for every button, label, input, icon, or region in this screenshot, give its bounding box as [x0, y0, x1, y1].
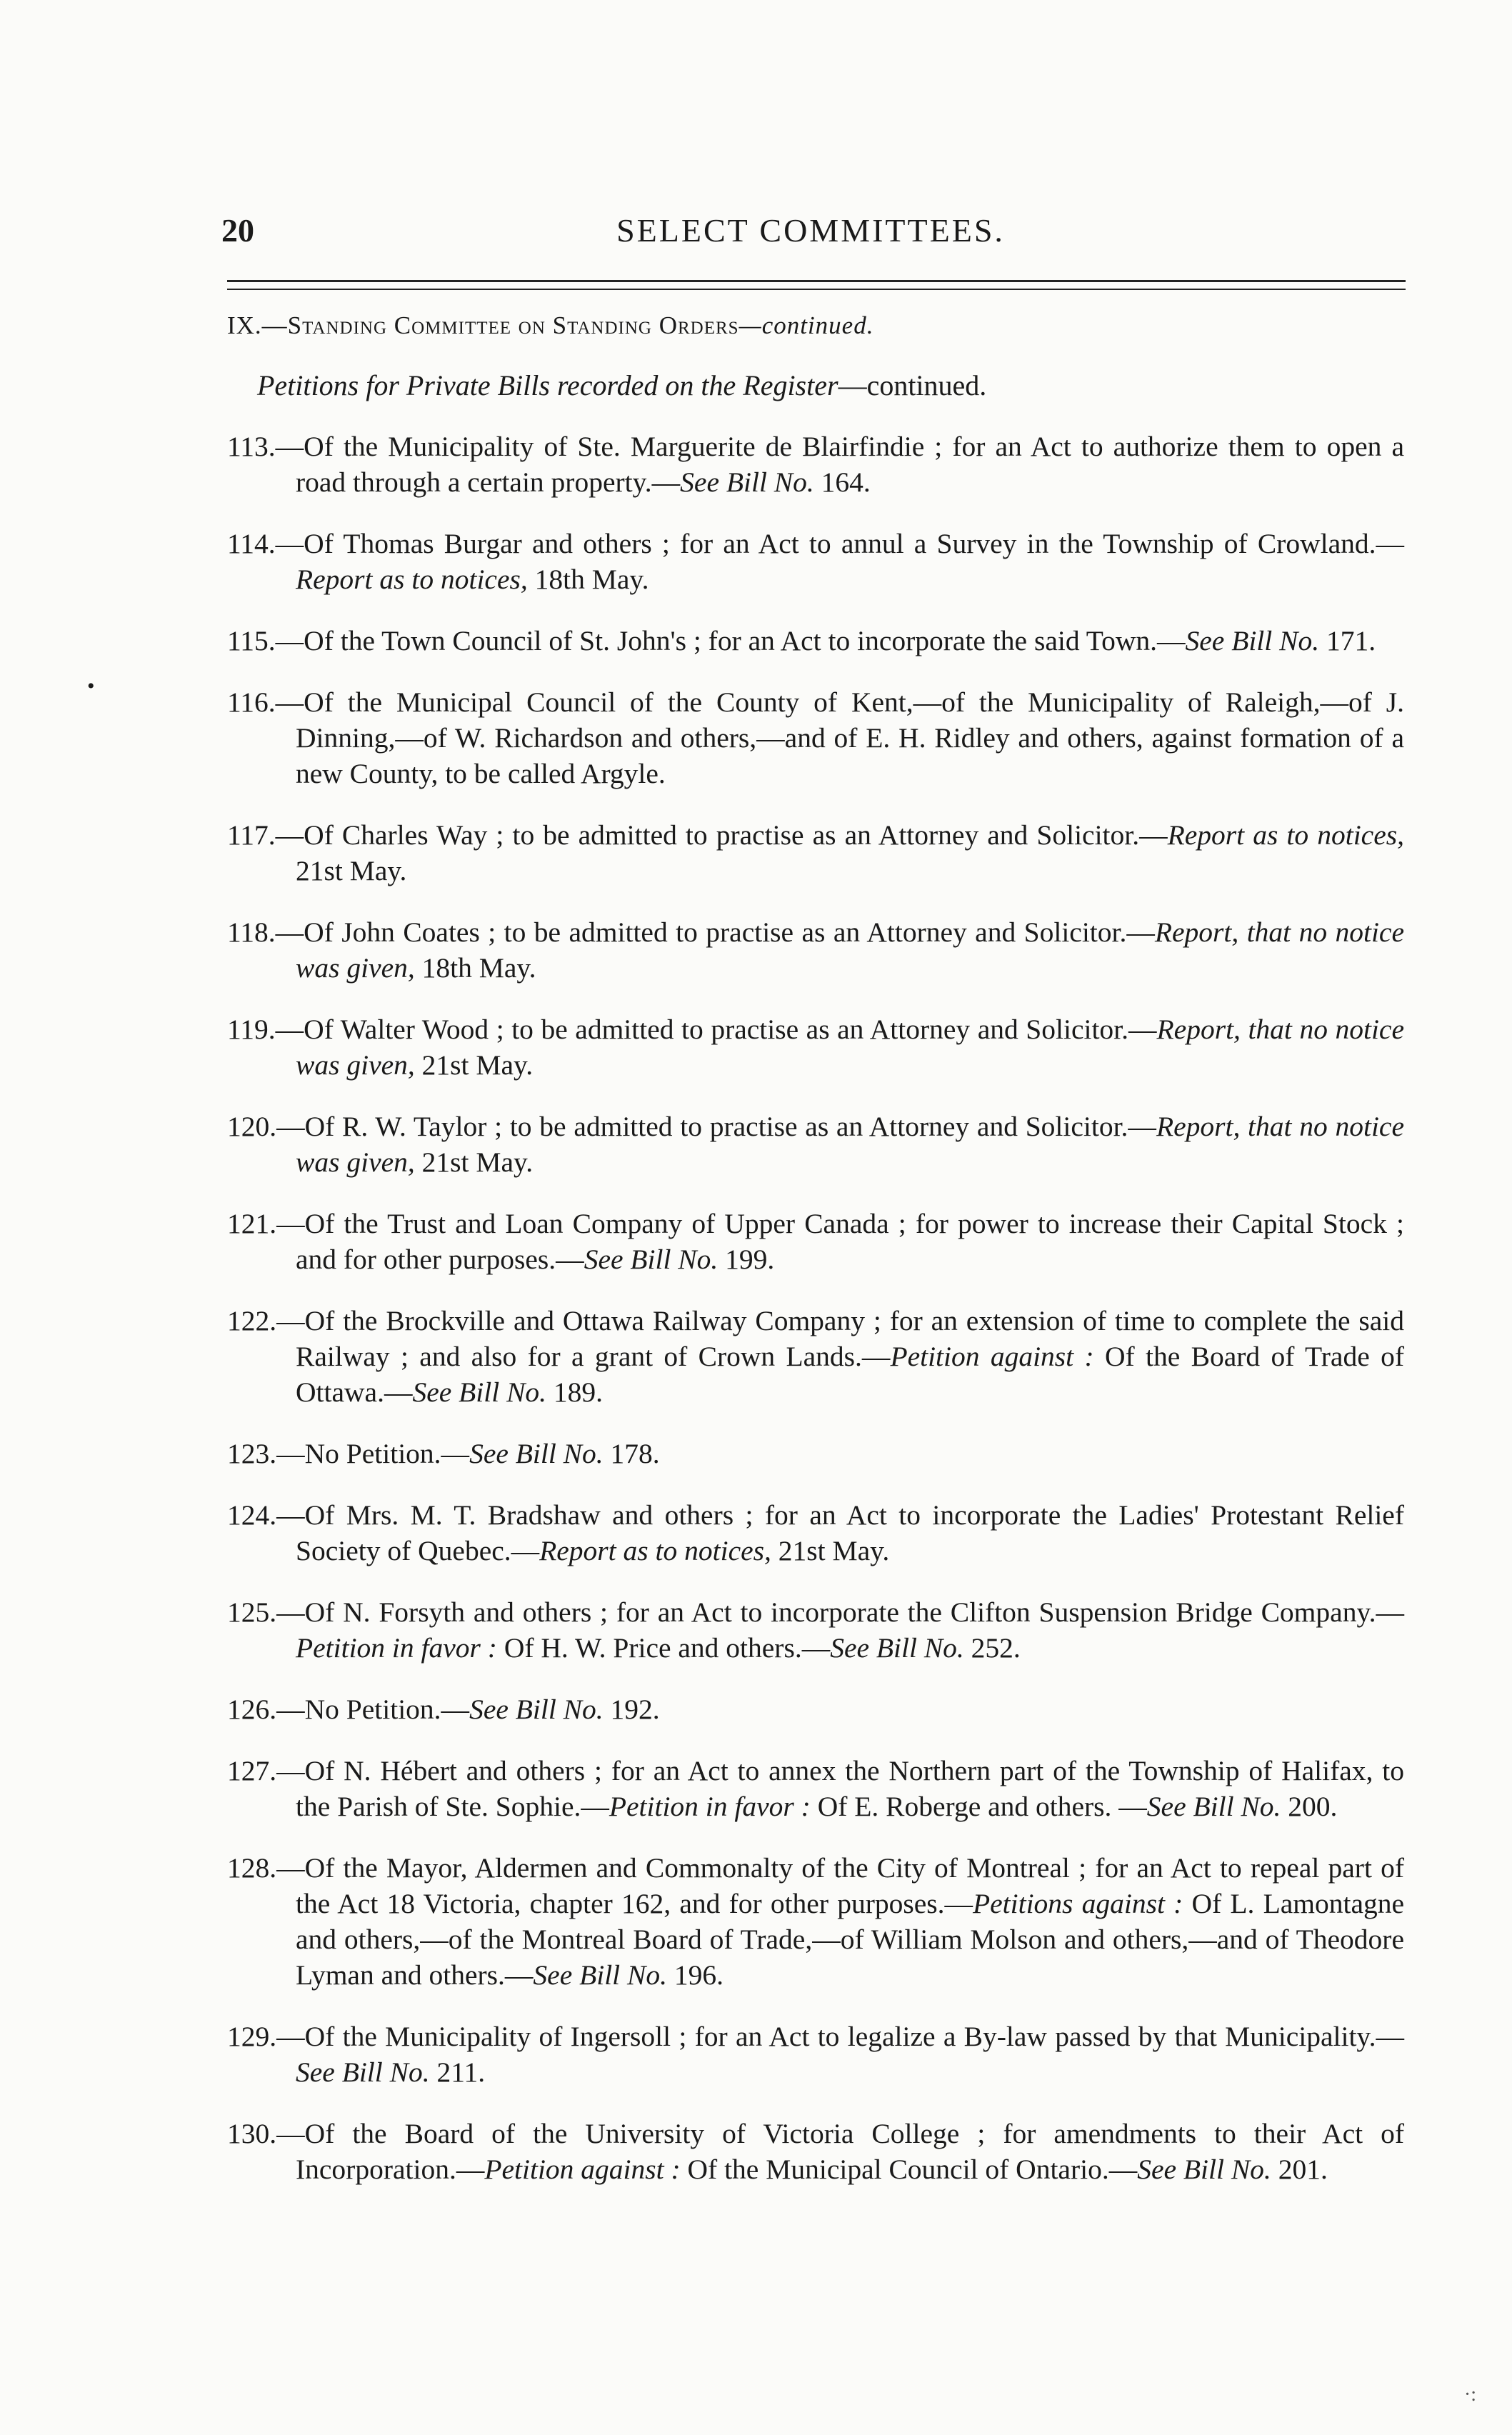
petition-entry: [227, 1206, 1404, 1277]
entry-text: —Of N. Forsyth and others ; for an Act to incorporate the Clifton Suspension Bridge Company.—: [276, 1596, 1404, 1628]
entry-italic: Report, that no notice was given,: [296, 1014, 1404, 1081]
entry-italic: See Bill No.: [680, 466, 814, 498]
entry-number: 113.: [227, 431, 276, 462]
entry-italic: See Bill No.: [296, 2056, 430, 2088]
entry-text: —Of the Town Council of St. John's ; for an Act to incorporate the said Town.—: [275, 625, 1186, 656]
petition-entry: [227, 817, 1404, 889]
entry-number: 116.: [227, 686, 276, 718]
entry-italic: Report, that no notice was given,: [296, 916, 1404, 984]
petition-list: [227, 429, 1404, 2213]
entry-tail: 199.: [718, 1244, 775, 1275]
entry-number: 119.: [227, 1014, 276, 1045]
entry-tail: 21st May.: [414, 1049, 534, 1081]
entry-text: —Of the Municipality of Ingersoll ; for an Act to legalize a By-law passed by that Municipality.—: [276, 2021, 1404, 2052]
entry-text: —Of Walter Wood ; to be admitted to practise as an Attorney and Solicitor.—: [275, 1014, 1157, 1045]
subheading: [257, 369, 986, 402]
entry-italic-2: See Bill No.: [1146, 1791, 1281, 1822]
entry-tail-2: 200.: [1281, 1791, 1338, 1822]
entry-number: 125.: [227, 1596, 277, 1628]
header-rule-bottom: [227, 289, 1406, 290]
entry-tail: 192.: [603, 1694, 660, 1725]
entry-text: —Of John Coates ; to be admitted to practise as an Attorney and Solicitor.—: [275, 916, 1155, 948]
entry-tail: 18th May.: [527, 564, 649, 595]
entry-italic: Report, that no notice was given,: [296, 1111, 1404, 1178]
petition-entry: [227, 1497, 1404, 1569]
petition-entry: [227, 1753, 1404, 1824]
petition-entry: [227, 623, 1404, 659]
entry-number: 124.: [227, 1499, 277, 1531]
petition-entry: [227, 684, 1404, 791]
entry-tail: 171.: [1319, 625, 1376, 656]
margin-bullet: •: [87, 674, 95, 698]
header-rule-top: [227, 280, 1406, 282]
section-heading-text: IX.—Standing Committee on Standing Orders: [227, 311, 739, 339]
entry-tail: 21st May.: [771, 1535, 890, 1566]
petition-entry: [227, 1691, 1404, 1727]
entry-tail: 178.: [603, 1438, 660, 1469]
entry-number: 121.: [227, 1208, 277, 1239]
entry-italic: See Bill No.: [584, 1244, 719, 1275]
entry-italic: Report as to notices,: [1167, 819, 1404, 851]
entry-text: —Of the Mayor, Aldermen and Commonalty of the City of Montreal ; for an Act to repeal part of the Act 18 Victoria, chapter 162, and for other purposes.—: [276, 1852, 1404, 1919]
entry-tail-2: 201.: [1271, 2154, 1328, 2185]
subheading-continued: —continued.: [838, 369, 987, 401]
entry-text: —Of the Municipal Council of the County of Kent,—of the Municipality of Raleigh,—of J. Dinning,—of W. Richardson and others,—and of E. H. Ridley and others, against formation of a new County, to be called Argyle.: [275, 686, 1404, 789]
entry-number: 122.: [227, 1305, 277, 1336]
entry-tail-2: 189.: [546, 1376, 604, 1408]
entry-number: 118.: [227, 916, 276, 948]
entry-italic-2: See Bill No.: [533, 1959, 667, 1991]
entry-text: —Of the Municipality of Ste. Marguerite de Blairfindie ; for an Act to authorize them to open a road through a certain property.—: [275, 431, 1404, 498]
entry-tail: Of E. Roberge and others. —: [810, 1791, 1147, 1822]
entry-text: —Of the Brockville and Ottawa Railway Company ; for an extension of time to complete the said Railway ; and also for a grant of Crown Lands.—: [276, 1305, 1404, 1372]
entry-text: —Of the Board of the University of Victoria College ; for amendments to their Act of Incorporation.—: [276, 2118, 1404, 2185]
petition-entry: [227, 1594, 1404, 1666]
entry-text: —Of R. W. Taylor ; to be admitted to practise as an Attorney and Solicitor.—: [276, 1111, 1156, 1142]
entry-text: —No Petition.—: [276, 1438, 470, 1469]
subheading-italic: Petitions for Private Bills recorded on the Register: [257, 369, 838, 401]
section-heading: [227, 311, 873, 340]
entry-tail: 211.: [429, 2056, 486, 2088]
entry-tail: 21st May.: [296, 855, 407, 886]
entry-tail: 164.: [813, 466, 871, 498]
page-header: [221, 211, 1400, 261]
petition-entry: [227, 1011, 1404, 1083]
entry-text: —Of the Trust and Loan Company of Upper Canada ; for power to increase their Capital Stock ; and for other purposes.—: [276, 1208, 1404, 1275]
entry-number: 114.: [227, 528, 276, 559]
entry-tail: 18th May.: [414, 952, 536, 984]
entry-number: 128.: [227, 1852, 277, 1884]
entry-number: 130.: [227, 2118, 277, 2149]
running-head: SELECT COMMITTEES.: [616, 212, 1005, 249]
entry-text: —Of Mrs. M. T. Bradshaw and others ; for an Act to incorporate the Ladies' Protestant Relief Society of Quebec.—: [276, 1499, 1404, 1566]
entry-italic: Petition in favor :: [296, 1632, 497, 1664]
entry-text: —Of Thomas Burgar and others ; for an Act to annul a Survey in the Township of Crowland.—: [275, 528, 1404, 559]
entry-italic: Report as to notices,: [296, 564, 528, 595]
entry-italic: See Bill No.: [469, 1438, 604, 1469]
entry-italic-2: See Bill No.: [830, 1632, 964, 1664]
entry-number: 115.: [227, 625, 276, 656]
entry-italic: See Bill No.: [1185, 625, 1320, 656]
entry-number: 129.: [227, 2021, 277, 2052]
section-heading-continued: —continued.: [739, 311, 874, 339]
entry-italic: Petition in favor :: [609, 1791, 811, 1822]
entry-number: 123.: [227, 1438, 277, 1469]
petition-entry: [227, 429, 1404, 500]
petition-entry: [227, 1109, 1404, 1180]
petition-entry: [227, 1850, 1404, 1993]
entry-text: —No Petition.—: [276, 1694, 470, 1725]
page-number: 20: [221, 212, 254, 249]
entry-tail: Of L. Lamontagne and others,—of the Montreal Board of Trade,—of William Molson and others,—and of Theodore Lyman and others.—: [296, 1888, 1405, 1991]
entry-italic: See Bill No.: [469, 1694, 604, 1725]
entry-tail: 21st May.: [414, 1146, 534, 1178]
petition-entry: [227, 1303, 1404, 1410]
petition-entry: [227, 914, 1404, 986]
entry-italic: Petitions against :: [973, 1888, 1183, 1919]
entry-number: 117.: [227, 819, 276, 851]
entry-italic-2: See Bill No.: [1137, 2154, 1271, 2185]
entry-italic: Petition against :: [890, 1341, 1094, 1372]
petition-entry: [227, 2116, 1404, 2187]
entry-text: —Of Charles Way ; to be admitted to practise as an Attorney and Solicitor.—: [275, 819, 1168, 851]
entry-tail: Of the Board of Trade of Ottawa.—: [296, 1341, 1404, 1408]
entry-tail: Of H. W. Price and others.—: [496, 1632, 831, 1664]
entry-italic: Petition against :: [484, 2154, 681, 2185]
entry-italic-2: See Bill No.: [412, 1376, 547, 1408]
entry-tail: Of the Municipal Council of Ontario.—: [680, 2154, 1138, 2185]
petition-entry: [227, 2019, 1404, 2090]
entry-number: 127.: [227, 1755, 277, 1786]
entry-number: 120.: [227, 1111, 277, 1142]
entry-tail-2: 196.: [667, 1959, 724, 1991]
entry-number: 126.: [227, 1694, 277, 1725]
petition-entry: [227, 1436, 1404, 1471]
margin-speck: ·:: [1463, 2384, 1476, 2406]
entry-italic: Report as to notices,: [539, 1535, 771, 1566]
entry-tail-2: 252.: [963, 1632, 1021, 1664]
petition-entry: [227, 526, 1404, 597]
entry-text: —Of N. Hébert and others ; for an Act to annex the Northern part of the Township of Halifax, to the Parish of Ste. Sophie.—: [276, 1755, 1404, 1822]
